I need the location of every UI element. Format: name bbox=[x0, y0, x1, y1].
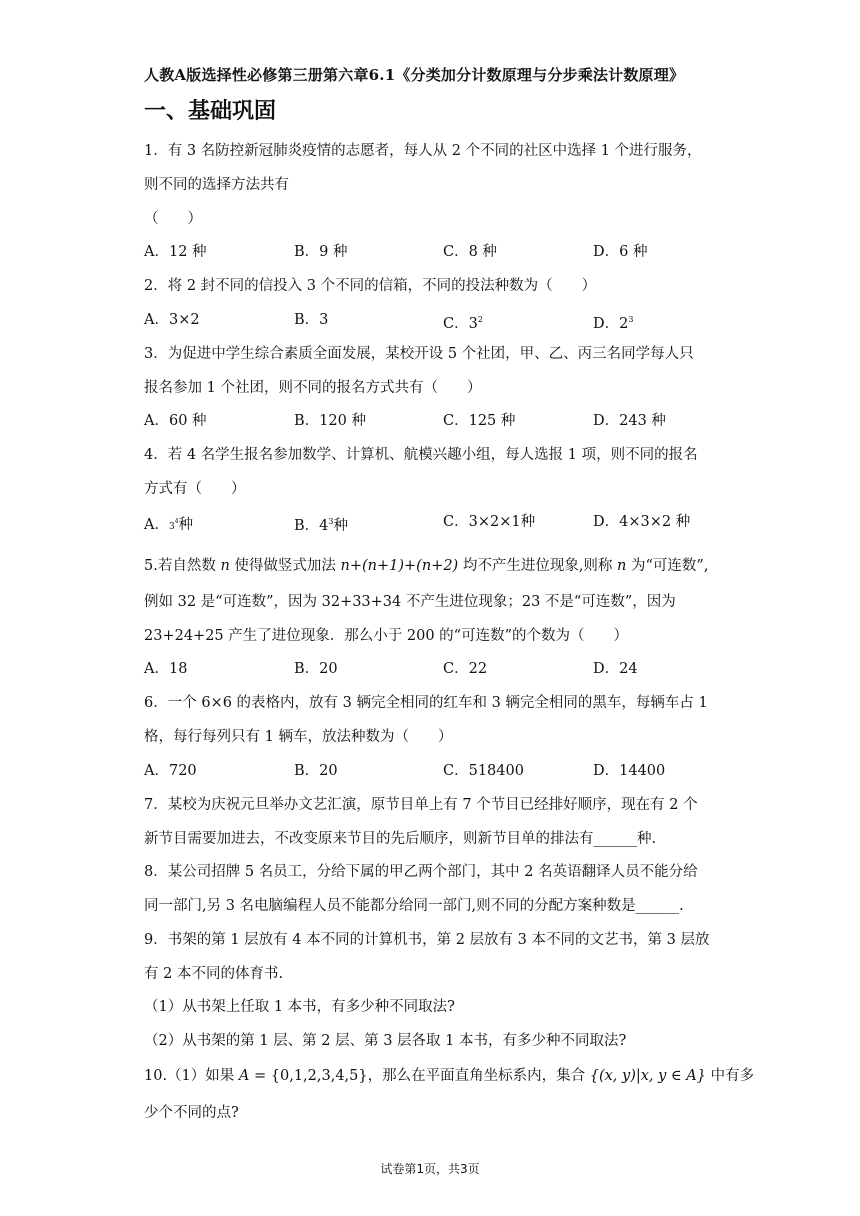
q3-option-b: B．120 种 bbox=[294, 413, 366, 429]
q7-text-line-1: 7．某校为庆祝元旦举办文艺汇演，原节目单上有 7 个节目已经排好顺序，现在有 2 个 bbox=[144, 797, 698, 813]
q3-option-d: D．243 种 bbox=[593, 413, 666, 429]
q1-bracket: （ ） bbox=[144, 211, 202, 227]
q10-text-line-1: 10.（1）如果 A = {0,1,2,3,4,5}，那么在平面直角坐标系内，集合 {(x, y)|x, y ∈ A} 中有多 bbox=[144, 1068, 755, 1084]
q4-option-b: B．$4^3$种 bbox=[294, 517, 348, 534]
q2-option-b: B．3 bbox=[294, 312, 329, 328]
q5-text-line-1: 5.若自然数 n 使得做竖式加法 n+(n+1)+(n+2) 均不产生进位现象,则称 n 为“可连数”, bbox=[144, 558, 709, 574]
q2-option-c: C．$3^2$ bbox=[443, 315, 483, 332]
q1-text-line-1: 1．有 3 名防控新冠肺炎疫情的志愿者，每人从 2 个不同的社区中选择 1 个进行服务， bbox=[144, 143, 702, 159]
q5-option-b: B．20 bbox=[294, 661, 338, 677]
q3-text-line-2: 报名参加 1 个社团，则不同的报名方式共有（ ） bbox=[144, 380, 482, 396]
q8-text-line-2: 同一部门,另 3 名电脑编程人员不能都分给同一部门,则不同的分配方案种数是______. bbox=[144, 898, 684, 914]
q5-text-line-3: 23+24+25 产生了进位现象．那么小于 200 的“可连数”的个数为（ ） bbox=[144, 628, 628, 644]
q2-option-d: D．$2^3$ bbox=[593, 315, 634, 332]
q3-text-line-1: 3．为促进中学生综合素质全面发展，某校开设 5 个社团，甲、乙、丙三名同学每人只 bbox=[144, 346, 694, 362]
q6-option-a: A．720 bbox=[144, 763, 197, 779]
q7-text-line-2: 新节目需要加进去，不改变原来节目的先后顺序，则新节目单的排法有______种. bbox=[144, 831, 657, 847]
q5-option-c: C．22 bbox=[443, 661, 488, 677]
q9-subquestion-2: （2）从书架的第 1 层、第 2 层、第 3 层各取 1 本书，有多少种不同取法? bbox=[144, 1033, 627, 1049]
q1-option-d: D．6 种 bbox=[593, 244, 648, 260]
q5-option-d: D．24 bbox=[593, 661, 638, 677]
q3-option-a: A．60 种 bbox=[144, 413, 207, 429]
q1-option-b: B．9 种 bbox=[294, 244, 348, 260]
q5-option-a: A．18 bbox=[144, 661, 188, 677]
page-footer: 试卷第1页，共3页 bbox=[380, 1162, 480, 1176]
q3-option-c: C．125 种 bbox=[443, 413, 516, 429]
q2-option-a: A．3×2 bbox=[144, 312, 200, 328]
q6-option-d: D．14400 bbox=[593, 763, 666, 779]
q9-subquestion-1: （1）从书架上任取 1 本书，有多少种不同取法? bbox=[144, 999, 455, 1015]
q4-text-line-1: 4．若 4 名学生报名参加数学、计算机、航模兴趣小组，每人选报 1 项，则不同的报名 bbox=[144, 447, 698, 463]
q10-text-line-2: 少个不同的点? bbox=[144, 1105, 239, 1121]
q8-text-line-1: 8．某公司招牌 5 名员工，分给下属的甲乙两个部门，其中 2 名英语翻译人员不能分给 bbox=[144, 864, 698, 880]
q4-option-a: A．$3^4$种 bbox=[144, 517, 194, 533]
q6-option-b: B．20 bbox=[294, 763, 338, 779]
q6-text-line-1: 6．一个 6×6 的表格内，放有 3 辆完全相同的红车和 3 辆完全相同的黑车，每辆车占 1 bbox=[144, 695, 708, 711]
section-heading: 一、基础巩固 bbox=[144, 99, 277, 124]
q1-text-line-2: 则不同的选择方法共有 bbox=[144, 177, 289, 193]
q2-text-line-1: 2．将 2 封不同的信投入 3 个不同的信箱，不同的投法种数为（ ） bbox=[144, 278, 597, 294]
q4-option-c: C．3×2×1种 bbox=[443, 514, 536, 530]
q6-text-line-2: 格，每行每列只有 1 辆车，放法种数为（ ） bbox=[144, 729, 453, 745]
q1-option-a: A．12 种 bbox=[144, 244, 207, 260]
q9-text-line-1: 9．书架的第 1 层放有 4 本不同的计算机书，第 2 层放有 3 本不同的文艺书，第 3 层放 bbox=[144, 932, 710, 948]
q9-text-line-2: 有 2 本不同的体育书. bbox=[144, 966, 284, 982]
q4-option-d: D．4×3×2 种 bbox=[593, 514, 691, 530]
q1-option-c: C．8 种 bbox=[443, 244, 497, 260]
document-title: 人教A版选择性必修第三册第六章6.1《分类加分计数原理与分步乘法计数原理》 bbox=[144, 66, 685, 84]
q6-option-c: C．518400 bbox=[443, 763, 524, 779]
q5-text-line-2: 例如 32 是“可连数”，因为 32+33+34 不产生进位现象；23 不是“可连数”，因为 bbox=[144, 594, 676, 610]
q4-text-line-2: 方式有（ ） bbox=[144, 481, 246, 497]
